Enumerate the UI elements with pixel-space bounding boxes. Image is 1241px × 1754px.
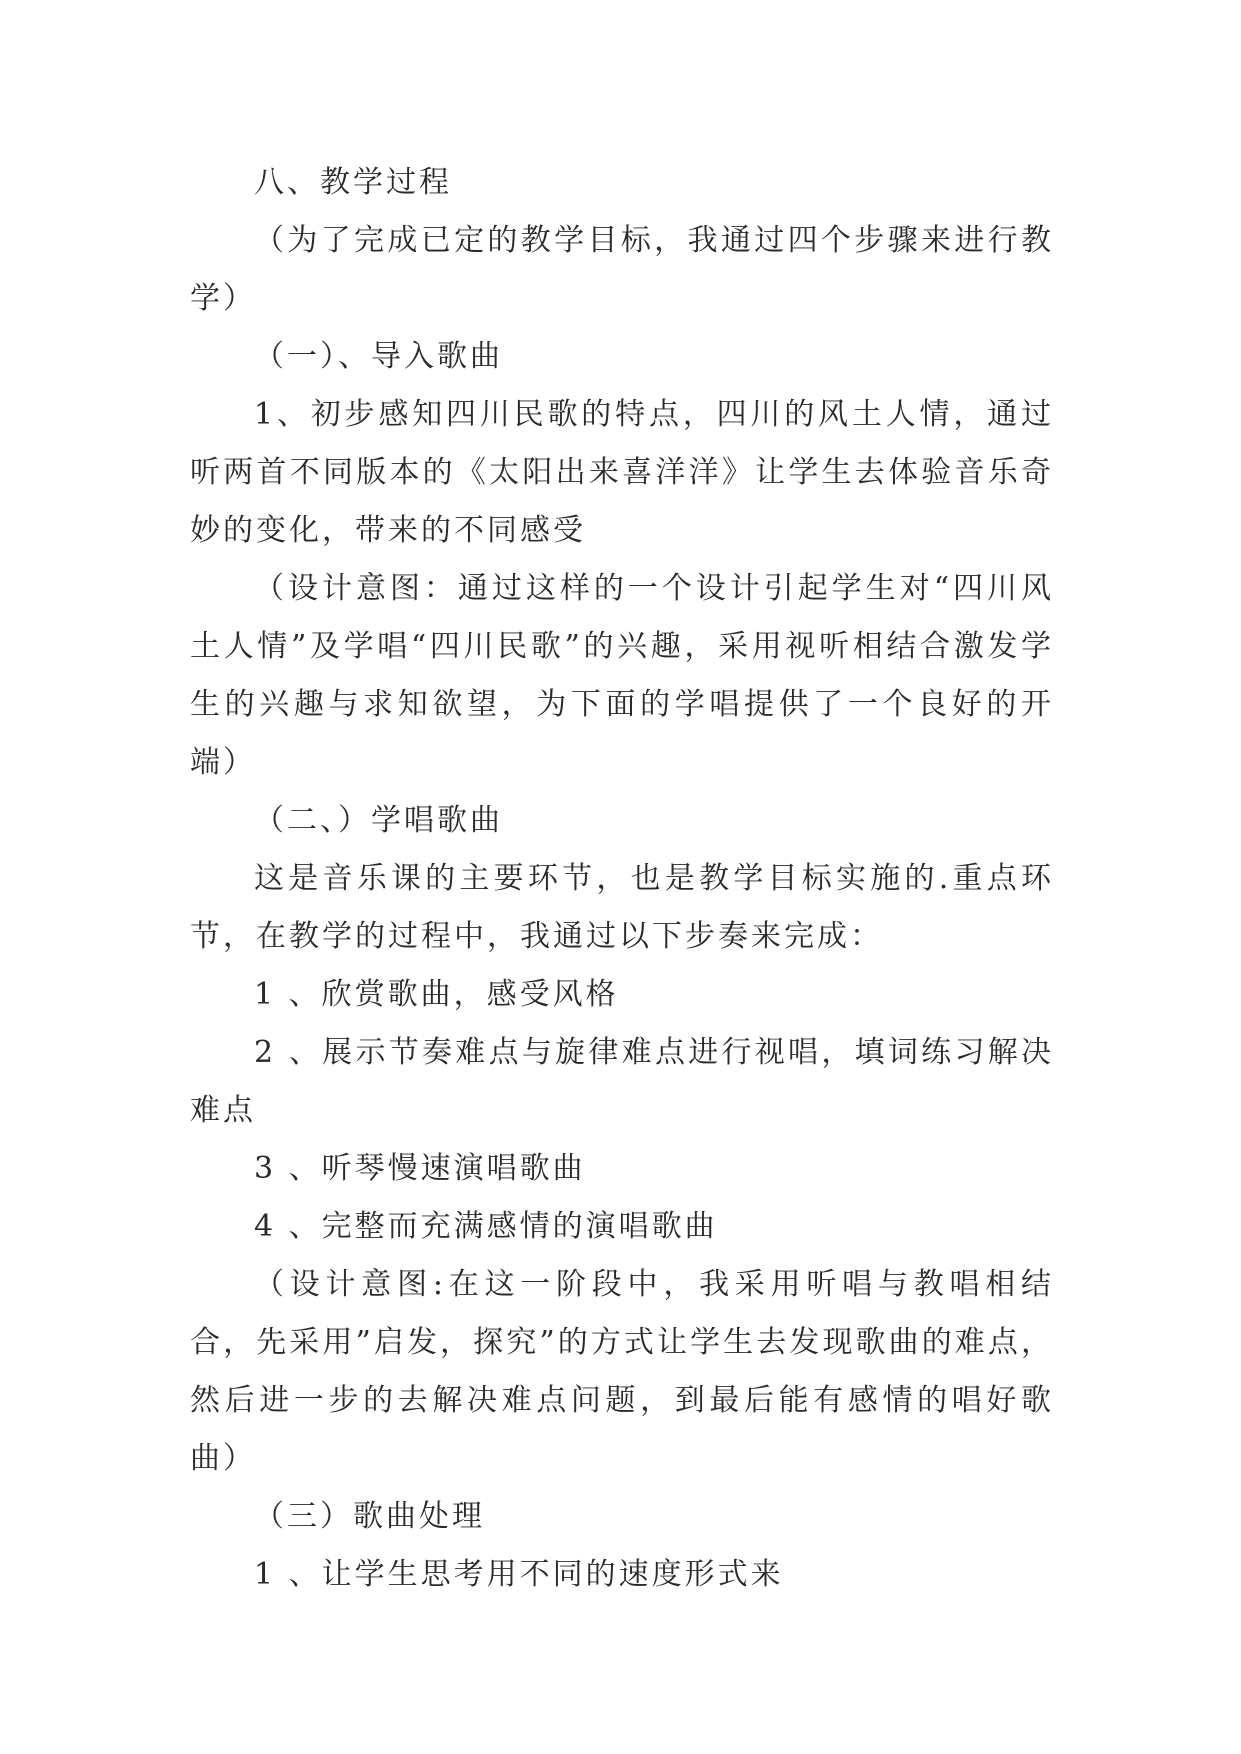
subsection-heading: （二、）学唱歌曲 [254, 803, 503, 838]
section-heading: 八、教学过程 [254, 165, 452, 200]
paragraph: （设计意图：通过这样的一个设计引起学生对“四川风土人情”及学唱“四川民歌”的兴趣，采用视听相结合激发学生的兴趣与求知欲望，为下面的学唱提供了一个良好的开端） [190, 571, 1054, 780]
subsection-heading: （一）、导入歌曲 [254, 339, 503, 374]
document-body [190, 154, 1054, 1604]
paragraph: 这是音乐课的主要环节，也是教学目标实施的.重点环节，在教学的过程中，我通过以下步奏来完成： [190, 861, 1054, 954]
list-item: 1 、欣赏歌曲，感受风格 [254, 977, 619, 1012]
paragraph: （为了完成已定的教学目标，我通过四个步骤来进行教学） [190, 223, 1054, 316]
paragraph: 1、初步感知四川民歌的特点，四川的风土人情，通过听两首不同版本的《太阳出来喜洋洋》让学生去体验音乐奇妙的变化，带来的不同感受 [190, 397, 1054, 548]
list-item: 2 、展示节奏难点与旋律难点进行视唱，填词练习解决难点 [190, 1035, 1054, 1128]
list-item: 4 、完整而充满感情的演唱歌曲 [254, 1209, 718, 1244]
paragraph: （设计意图:在这一阶段中，我采用听唱与教唱相结合，先采用”启发，探究”的方式让学生去发现歌曲的难点，然后进一步的去解决难点问题，到最后能有感情的唱好歌曲） [190, 1267, 1054, 1476]
list-item: 3 、听琴慢速演唱歌曲 [254, 1151, 586, 1186]
subsection-heading: （三）歌曲处理 [254, 1499, 485, 1534]
list-item: 1 、让学生思考用不同的速度形式来 [254, 1557, 784, 1592]
